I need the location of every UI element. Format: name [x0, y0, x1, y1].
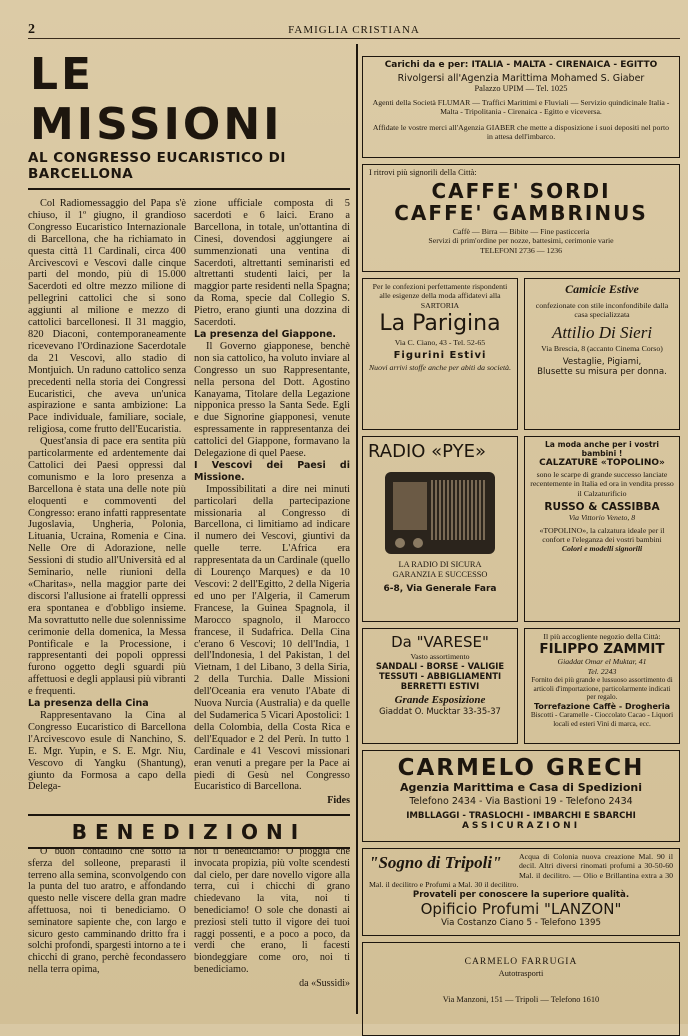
page-number: 2 — [28, 22, 35, 37]
ad-farrugia-name: CARMELO FARRUGIA — [464, 957, 578, 967]
article-paragraph: Col Radiomessaggio del Papa s'è chiuso, il 1º giugno, il grandioso Congresso Eucaristico Internazionale di Barcellona, che ha richiamato in questa città 11 Cardinali, circa 400 Arcivescovi e Vescovi dalle cinque parti del mondo, più di 15.000 Sacerdoti ed oltre mezzo milione di pellegrini cattolici che si sono aggiunti al milione e mezzo di cattolici barcellonesi. Il 31 maggio, 820 Diaconi, contemporaneamente ricevevano l'Ordinazione Sacerdotale da 21 Vescovi, allo stadio di Montjuich. Un raduno cattolico senza precedenti nella storia dei Congressi Eucaristici, che aveva un'unica aspirazione e santa ambizione: La Pace individuale, familiare, sociale, religiosa, come frutto dell'Eucaristia. — [28, 198, 186, 436]
ad-topolino-head: La moda anche per i vostri bambini ! — [544, 440, 660, 458]
ad-varese-line4: BERRETTI ESTIVI — [400, 681, 480, 692]
ad-grech-line2: Telefono 2434 - Via Bastioni 19 - Telefono 2434 — [409, 796, 633, 807]
ad-varese-line2: SANDALI - BORSE - VALIGIE — [375, 661, 505, 672]
article-title: LE MISSIONI — [30, 49, 283, 150]
ad-giaber-line1: Rivolgersi all'Agenzia Marittima Mohamed S. Giaber — [397, 73, 645, 84]
ad-caffe-name1: CAFFE' SORDI — [431, 179, 611, 203]
ad-zammit-head: Il più accogliente negozio della Città: — [543, 632, 661, 641]
article-column-2 — [194, 198, 350, 807]
ad-topolino-tag: Colori e modelli signorili — [561, 544, 643, 554]
article-paragraph: Rappresentavano la Cina al Congresso Eucaristico di Barcellona l'Arcivescovo esule di Nanchino, S. E. Mgr. Yupin, e S. E. Mgr. Niu, Vescovo di Yangku (Shantung), giunto da Formosa a capo della Delega- — [28, 709, 186, 793]
ad-camicie-line1: Vestaglie, Pigiami, — [562, 357, 642, 368]
ad-lanzon-line1: Provateli per conoscere la superiore qualità. — [412, 889, 630, 900]
ad-caffe-line1: Caffè — Birra — Bibite — Fine pasticceria — [452, 227, 590, 236]
section-heading-giappone: La presenza del Giappone. — [194, 328, 337, 340]
ad-lanzon-brand: Opificio Profumi "LANZON" — [420, 899, 622, 918]
section-heading-vescovi: I Vescovi dei Paesi di Missione. — [194, 459, 350, 483]
ad-grech-name: CARMELO GRECH — [397, 755, 645, 781]
ad-grech-line4: ASSICURAZIONI — [461, 821, 581, 831]
ad-zammit-name: FILIPPO ZAMMIT — [539, 641, 665, 658]
ad-radio-pye — [362, 436, 518, 622]
ad-radio-line1: LA RADIO DI SICURA — [398, 560, 482, 569]
ad-grech — [362, 750, 680, 842]
ad-topolino-brand: CALZATURE «TOPOLINO» — [539, 458, 665, 468]
benedizioni-text: noi ti benediciamo! O pioggia che invocata propizia, più volte scendesti dal cielo, per dare novello vigore alla terra, cui i chicchi di grano chiedevano la vita, noi ti benediciamo! O sole che donasti ai preziosi steli tutto il vigore dei tuoi raggi possenti, e a poco a poco, da verdi che erano, li facesti biondeggiare come oro, noi ti benediciamo. — [194, 846, 350, 975]
ad-farrugia — [362, 942, 680, 1036]
article-paragraph: Impossibilitati a dire nei minuti particolari della partecipazione missionaria al Congresso di Barcellona, ci limitiamo ad indicare il numero dei Vescovi, giuntivi da quelle terre. L'Africa era rappresentata da un Cardinale (quello di Lourenço Marques) e da 10 Vescovi: 2 dell'Egitto, 2 della Nigeria ed uno per l'Algeria, il Camerum Francese, la Guinea Spagnola, il Marocco spagnolo, il Marocco francese, il Sudafrica. Della Cina c'erano 6 Vescovi; 10 dell'India, 1 dell'Indonesia, 1 del Pakistan, 1 del Vietnam, 1 del Libano, 3 della Siria, 2 della Turchia. Dalle Missioni dell'Oceania era venuto l'Abate di Nuova Nurcia (Australia) e da quelle del Sudamerica 5 Vicari Apostolici: 1 della Colombia, della Costa Rica e dell'Equador e 2 del Perù. In tutto 1 Cardinale e 41 Vescovi missionari eran venuti a pregare per la Pace ai piedi di Gesù nel Congresso Eucaristico di Barcellona. — [194, 483, 350, 793]
ad-giaber-line3: Agenti della Società FLUMAR — Traffici Marittimi e Fluviali — Servizio quindicinale Italia - Malta - Tripolitania - Cirenaica - Egitto e viceversa. — [372, 98, 670, 117]
ad-parigina-tag: Figurini Estivi — [393, 349, 487, 361]
ad-caffe-line3: TELEFONI 2736 — 1236 — [479, 245, 563, 255]
ad-parigina-foot: Nuovi arrivi stoffe anche per abiti da società. — [368, 362, 512, 372]
ad-topolino — [524, 436, 680, 622]
ad-varese-name: Da "VARESE" — [391, 633, 489, 651]
ad-caffe-line2: Servizi di prim'ordine per nozze, battesimi, cerimonie varie — [428, 236, 614, 246]
ad-caffe-head: I ritrovi più signorili della Città: — [369, 168, 477, 177]
ad-lanzon-side: Acqua di Colonia nuova creazione Mal. 90 il decil. Altri diversi rinomati profumi a 30-50-60 Mal. il decilitro. — Olio e Brillantina extra a 30 Mal. il decilitro e Profumi a Mal. 30 il decilitro. — [369, 852, 673, 890]
benedizioni-signature: da «Sussidi» — [299, 977, 350, 989]
ad-camicie-addr: Via Brescia, 8 (accanto Cinema Corso) — [541, 343, 663, 353]
ad-farrugia-line2: Via Manzoni, 151 — Tripoli — Telefono 1610 — [442, 995, 600, 1004]
ad-giaber-line2: Palazzo UPIM — Tel. 1025 — [474, 84, 568, 93]
article-benedizioni — [28, 814, 350, 989]
ad-varese-line3: TESSUTI - ABBIGLIAMENTI — [378, 671, 502, 682]
ad-giaber — [362, 56, 680, 158]
ad-lanzon-addr: Via Costanzo Ciano 5 - Telefono 1395 — [441, 917, 601, 928]
ad-zammit-tel: Tel. 2243 — [587, 666, 617, 676]
ad-varese-addr: Giaddat O. Mucktar 33-35-37 — [379, 706, 501, 717]
magazine-name: FAMIGLIA CRISTIANA — [288, 24, 420, 36]
ad-topolino-foot: «TOPOLINO», la calzatura ideale per il confort e l'eleganza dei vostri bambini — [539, 525, 665, 545]
article-subtitle: AL CONGRESSO EUCARISTICO DI BARCELLONA — [28, 150, 350, 190]
article-missioni — [28, 44, 350, 878]
ad-parigina-addr: Via C. Ciano, 43 - Tel. 52-65 — [394, 338, 486, 348]
benedizioni-text: O buon contadino che sotto la sferza del solleone, preparasti il terreno alla semina, sconvolgendo con la punta del tuo aratro, e affondando questo nelle viscere della gran madre affettuosa, noi ti benediciamo. O seminatore sapiente che, con largo e sicuro gesto camminando dritto fra i solchi profondi, spargesti intorno a te i chicchi di grano, perchè fecondassero nella terra opima, — [28, 846, 186, 975]
ad-grech-line1: Agenzia Marittima e Casa di Spedizioni — [400, 781, 642, 794]
ad-parigina — [362, 278, 518, 430]
section-heading-cina: La presenza della Cina — [28, 698, 149, 710]
radio-illustration — [385, 472, 495, 554]
ad-varese-line1: Vasto assortimento — [410, 652, 470, 661]
article-signature: Fides — [327, 795, 350, 807]
article-column-1 — [28, 198, 186, 793]
ad-camicie-line2: Blusette su misura per donna. — [537, 367, 667, 378]
ad-giaber-head: Carichi da e per: ITALIA - MALTA - CIRENAICA - EGITTO — [384, 60, 658, 70]
ad-camicie — [524, 278, 680, 430]
column-divider — [356, 44, 358, 1014]
ad-radio-addr: 6-8, Via Generale Fara — [383, 584, 497, 594]
ad-lanzon-name: "Sogno di Tripoli" — [369, 853, 502, 872]
ad-farrugia-line1: Autotrasporti — [498, 969, 544, 978]
ad-camicie-head: Camicie Estive — [565, 282, 639, 296]
page-header — [28, 22, 680, 39]
ad-parigina-name: La Parigina — [379, 311, 501, 337]
article-paragraph: Quest'ansia di pace era sentita più particolarmente ed ardentemente dai Cattolici dei Paesi oppressi dal comunismo e la loro presenza a Barcellona è stata una delle note più eloquenti e commoventi del Congresso: erano infatti rappresentate Jugoslavia, Ungheria, Polonia, Lituania, Ucraina, Romenia e Cina. Nelle Ore di Adorazione, nelle Sessioni di studio all'Università ed al Seminario, nelle riunioni della «Charitas», nella maggior parte dei discorsi l'allusione ai fratelli oppressi era spontanea e d'obbligo insieme. Ma sovrattutto nelle due solennissime cerimonie della domenica, la Messa Pontificale e la Processione, i rappresentanti dei popoli oppressi furono oggetto degli sguardi più affettuosi e degli applausi più vibranti e frequenti. — [28, 436, 186, 698]
article-columns — [28, 198, 350, 878]
ad-grech-line3: IMBLLAGGI - TRASLOCHI - IMBARCHI E SBARCHI — [406, 811, 636, 821]
ad-topolino-addr: Via Vittorio Veneto, 8 — [568, 513, 636, 523]
ad-parigina-intro: Per le confezioni perfettamente rispondenti alle esigenze della moda affidatevi alla SARTORIA — [372, 282, 508, 310]
ad-varese-tag: Grande Esposizione — [394, 694, 486, 707]
ad-zammit — [524, 628, 680, 744]
ad-camicie-name: Attilio Di Sieri — [551, 322, 653, 342]
ad-giaber-line4: Affidate le vostre merci all'Agenzia GIABER che mette a disposizione i suoi depositi nel porto in attesa dell'imbarco. — [372, 122, 670, 142]
ad-topolino-text: sono le scarpe di grande successo lanciate recentemente in Italia ed ora in vendita presso il Calzaturificio — [530, 470, 674, 498]
article-paragraph: Il Governo giapponese, benchè non sia cattolico, ha voluto inviare al Congresso un suo Rappresentante, nella persona del Dott. Agostino Kanayama, Titolare della Legazione nipponica presso la Santa Sede. Egli e due Signorine giapponesi, venute espressamente in rappresentanza dei cattolici del Giappone, formavano la Delegazione di quel Paese. — [194, 340, 350, 460]
benedizioni-column-1 — [28, 846, 186, 976]
benedizioni-column-2 — [194, 846, 350, 990]
ad-topolino-name: RUSSO & CASSIBBA — [544, 501, 660, 514]
ad-radio-line2: GARANZIA E SUCCESSO — [392, 570, 488, 579]
benedizioni-title: BENEDIZIONI — [28, 814, 350, 849]
ad-zammit-text: Fornito dei più grande e lussuoso assortimento di articoli d'importazione, particolarmente indicati per regalo. — [531, 676, 673, 702]
ad-radio-head: RADIO «PYE» — [368, 441, 487, 462]
ad-camicie-intro: confezionate con stile inconfondibile dalla casa specializzata — [535, 301, 669, 320]
ad-varese — [362, 628, 518, 744]
ad-caffe-name2: CAFFE' GAMBRINUS — [394, 201, 648, 225]
ad-zammit-addr: Giaddat Omar el Muktar, 41 — [557, 657, 647, 667]
ad-zammit-foot: Biscotti - Caramelle - Cioccolato Cacao - Liquori locali ed esteri Vini di marca, ecc. — [530, 711, 674, 728]
ad-lanzon — [362, 848, 680, 936]
ad-zammit-line: Torrefazione Caffè - Drogheria — [534, 702, 670, 711]
article-paragraph: zione ufficiale composta di 5 sacerdoti e 6 laici. Erano a Barcellona, in totale, un'ottantina di Cinesi, dovendosi aggiungere ai summenzionati una ventina di Sacerdoti, altrettanti seminaristi ed altrettanti studenti laici, per la maggior parte residenti nella Spagna; da Roma, specie dal Collegio S. Pietro, erano giunti una dozzina di Sacerdoti. — [194, 198, 350, 329]
ad-caffe — [362, 164, 680, 272]
